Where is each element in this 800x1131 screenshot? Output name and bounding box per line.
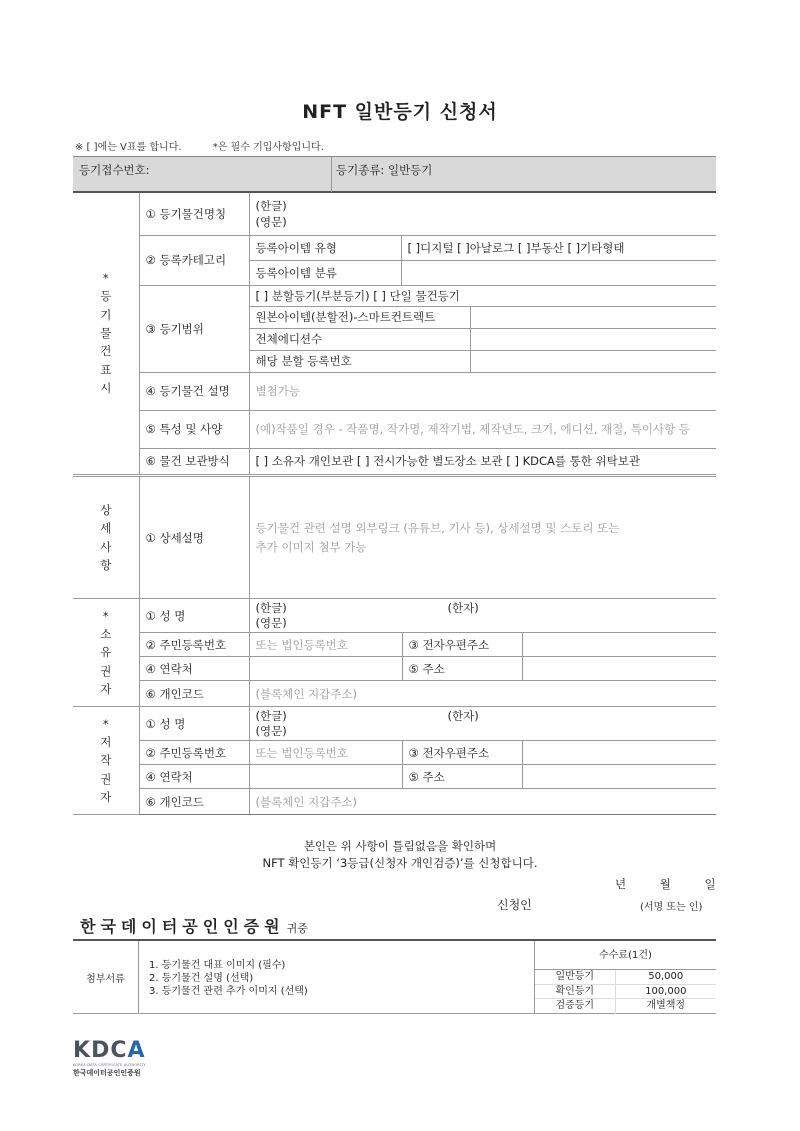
applicant-label: 신청인 (497, 898, 532, 912)
fee-row: 확인등기 100,000 (535, 985, 716, 1000)
date-day[interactable]: 일 (704, 877, 716, 891)
detail-field[interactable]: 등기물건 관련 설명 외부링크 (유튜브, 기사 등), 상세설명 및 스토리 또는 추가 이미지 첨부 가능 (249, 477, 716, 599)
kdca-logo-korean: 한국데이터공인인증원 (73, 1069, 141, 1077)
note-checkbox: ※ [ ]에는 V표를 합니다. (75, 142, 182, 153)
author-section-label: * 저 작 권 자 (73, 707, 139, 815)
author-name-field[interactable]: (한글) (영문) (한자) (249, 707, 716, 741)
attachments-fees-box (73, 939, 716, 1014)
scope-editions-field[interactable] (470, 328, 716, 350)
attachment-item: 1. 등기물건 대표 이미지 (필수) (149, 960, 286, 971)
author-code-field[interactable]: (블록체인 지갑주소) (249, 789, 716, 815)
owner-name-hanja: (한자) (447, 601, 479, 615)
receipt-bar (73, 156, 716, 193)
page-title: NFT 일반등기 신청서 (302, 101, 498, 123)
attachments-label: 첨부서류 (73, 941, 139, 1014)
detail-label: ① 상세설명 (139, 477, 249, 599)
owner-contact-field[interactable] (249, 657, 402, 681)
attachments-list (149, 959, 308, 998)
author-id-label: ② 주민등록번호 (139, 741, 249, 765)
author-name-hanja: (한자) (447, 709, 479, 723)
item-class-field[interactable] (401, 260, 716, 285)
fee-table (534, 941, 716, 1014)
owner-table (73, 598, 716, 707)
description-field[interactable]: 별첨가능 (249, 372, 716, 410)
author-name-label: ① 성 명 (139, 707, 249, 741)
fee-header: 수수료(1건) (535, 941, 716, 970)
owner-name-label: ① 성 명 (139, 599, 249, 633)
author-email-label: ③ 전자우편주소 (402, 741, 522, 765)
author-email-field[interactable] (522, 741, 716, 765)
author-table (73, 706, 716, 815)
signature-field[interactable]: (서명 또는 인) (640, 902, 703, 913)
item-type-options[interactable]: [ ]디지털 [ ]아날로그 [ ]부동산 [ ]기타형태 (401, 235, 716, 260)
attachment-item: 3. 등기물건 관련 추가 이미지 (선택) (149, 986, 308, 997)
detail-table (73, 476, 716, 599)
owner-email-field[interactable] (522, 633, 716, 657)
date-year[interactable]: 년 (615, 877, 627, 891)
author-address-field[interactable] (522, 765, 716, 789)
author-contact-label: ④ 연락처 (139, 765, 249, 789)
receipt-number-label: 등기접수번호: (79, 163, 150, 177)
owner-address-field[interactable] (522, 657, 716, 681)
scope-number-field[interactable] (470, 350, 716, 372)
owner-id-label: ② 주민등록번호 (139, 633, 249, 657)
fee-row: 검증등기 개별책정 (535, 999, 716, 1014)
goods-section-label: * 등 기 물 건 표 시 (73, 193, 139, 474)
goods-table (73, 193, 716, 475)
confirmation-text: 본인은 위 사항이 틀림없음을 확인하며 NFT 확인등기 ‘3등급(신청자 개인검증)’를 신청합니다. (262, 839, 538, 870)
notes (75, 138, 352, 153)
goods-name-label: ① 등기물건명칭 (139, 193, 249, 235)
scope-original-field[interactable] (470, 306, 716, 328)
date-line (615, 876, 716, 892)
scope-options[interactable]: [ ] 분할등기(부분등기) [ ] 단일 물건등기 (249, 285, 716, 306)
goods-name-field[interactable]: (한글) (영문) (249, 193, 716, 235)
owner-contact-label: ④ 연락처 (139, 657, 249, 681)
description-label: ④ 등기물건 설명 (139, 372, 249, 410)
owner-id-field[interactable]: 또는 법인등록번호 (249, 633, 402, 657)
scope-original-label: 원본아이템(분할전)-스마트컨트렉트 (249, 306, 470, 328)
kdca-logo (73, 1040, 155, 1078)
date-month[interactable]: 월 (659, 877, 671, 891)
scope-number-label: 해당 분할 등록번호 (249, 350, 470, 372)
author-code-label: ⑥ 개인코드 (139, 789, 249, 815)
scope-label: ③ 등기범위 (139, 285, 249, 372)
kdca-logo-mark: K D C A (73, 1038, 146, 1063)
storage-options[interactable]: [ ] 소유자 개인보관 [ ] 전시가능한 별도장소 보관 [ ] KDCA를 통한 위탁보관 (249, 448, 716, 474)
owner-code-label: ⑥ 개인코드 (139, 681, 249, 707)
category-label: ② 등록카테고리 (139, 235, 249, 285)
owner-name-field[interactable]: (한글) (영문) (한자) (249, 599, 716, 633)
features-field[interactable]: (예)작품일 경우 - 작품명, 작가명, 제작기법, 제작년도, 크기, 에디션, 재질, 특이사항 등 (249, 410, 716, 448)
detail-section-label: 상 세 사 항 (73, 477, 139, 599)
item-class-label: 등록아이템 분류 (249, 260, 401, 285)
author-address-label: ⑤ 주소 (402, 765, 522, 789)
features-label: ⑤ 특성 및 사양 (139, 410, 249, 448)
owner-section-label: * 소 유 권 자 (73, 599, 139, 707)
attachment-item: 2. 등기물건 설명 (선택) (149, 973, 254, 984)
kdca-logo-english: KOREA DATA CERTIFICATE AUTHORITY (73, 1063, 146, 1067)
owner-code-field[interactable]: (블록체인 지갑주소) (249, 681, 716, 707)
org-name: 한국데이터공인인증원 (80, 917, 285, 936)
org-suffix: 귀중 (286, 922, 308, 935)
owner-address-label: ⑤ 주소 (402, 657, 522, 681)
note-required: *은 필수 기입사항입니다. (212, 142, 324, 153)
author-id-field[interactable]: 또는 법인등록번호 (249, 741, 402, 765)
receipt-type-label: 등기종류: 일반등기 (331, 157, 432, 192)
author-contact-field[interactable] (249, 765, 402, 789)
storage-label: ⑥ 물건 보관방식 (139, 448, 249, 474)
recipient-org (80, 914, 308, 937)
item-type-label: 등록아이템 유형 (249, 235, 401, 260)
scope-editions-label: 전체에디션수 (249, 328, 470, 350)
fee-row: 일반등기 50,000 (535, 970, 716, 985)
owner-email-label: ③ 전자우편주소 (402, 633, 522, 657)
